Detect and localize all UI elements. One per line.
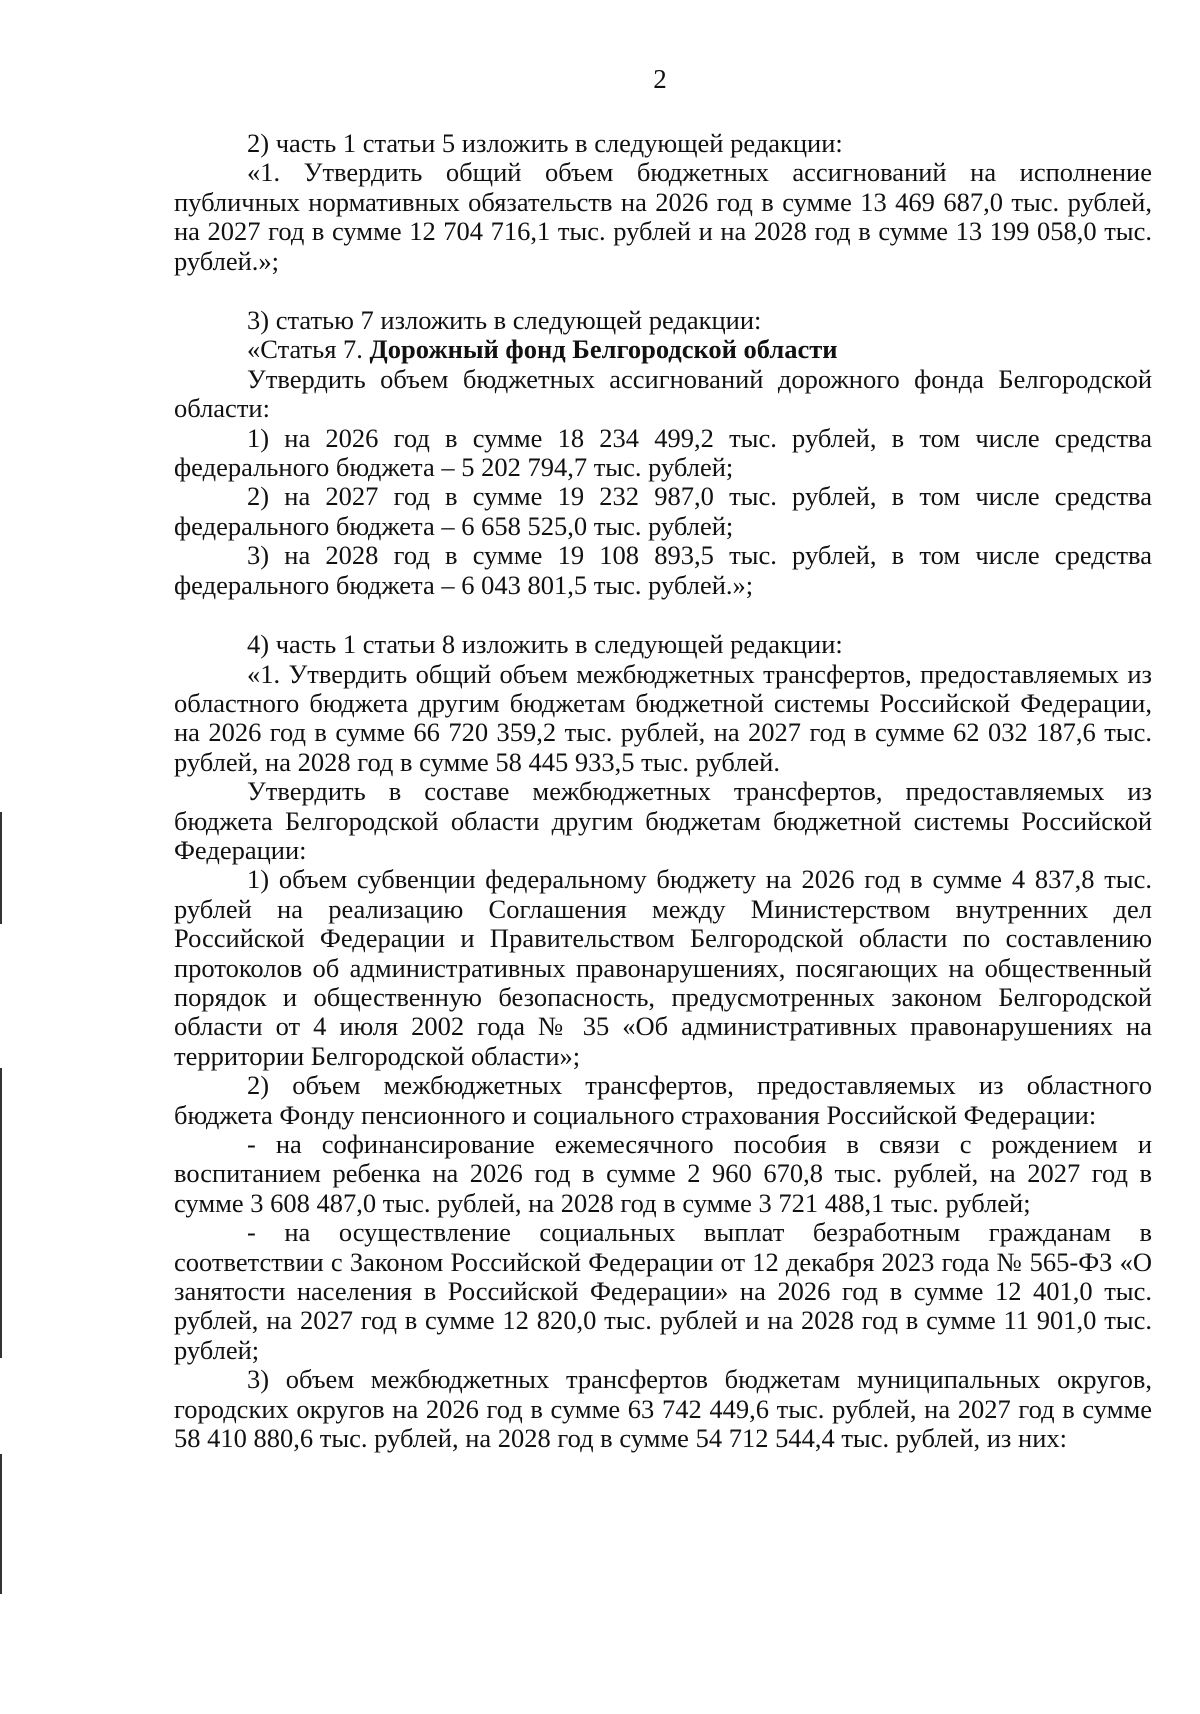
paragraph-municipal-transfers: 3) объем межбюджетных трансфертов бюджетам муниципальных округов, городских округов на 2026 год в сумме 63 742 449,6 тыс. рублей, на 2027 год в сумме 58 410 880,6 тыс. рублей, на 2028 год в сумме 54 712 544,4 тыс. рублей, из них: (174, 1364, 1152, 1454)
paragraph-amend-article-7: 3) статью 7 изложить в следующей редакции: (247, 305, 762, 336)
paragraph-transfers-total: «1. Утвердить общий объем межбюджетных трансфертов, предоставляемых из областного бюджета другим бюджетам бюджетной системы Российской Федерации, на 2026 год в сумме 66 720 359,2 тыс. рублей, на 2027 год в сумме 62 032 187,6 тыс. рублей, на 2028 год в сумме 58 445 933,5 тыс. рублей. (174, 658, 1152, 777)
scan-margin-line (0, 1068, 2, 1358)
article-7-label: «Статья 7. (247, 334, 370, 365)
scan-margin-line (0, 1454, 2, 1594)
paragraph-article-5-text: «1. Утвердить общий объем бюджетных ассигнований на исполнение публичных нормативных обязательств на 2026 год в сумме 13 469 687,0 тыс. рублей, на 2027 год в сумме 12 704 716,1 тыс. рублей и на 2028 год в сумме 13 199 058,0 тыс. рублей.»; (174, 157, 1152, 276)
paragraph-transfers-composition: Утвердить в составе межбюджетных трансфертов, предоставляемых из бюджета Белгородской области другим бюджетам бюджетной системы Российской Федерации: (174, 776, 1152, 865)
paragraph-transfers-pension-fund: 2) объем межбюджетных трансфертов, предоставляемых из областного бюджета Фонду пенсионного и социального страхования Российской Федерации: (174, 1070, 1152, 1130)
paragraph-child-allowance: - на софинансирование ежемесячного пособия в связи с рождением и воспитанием ребенка на 2026 год в сумме 2 960 670,8 тыс. рублей, на 2027 год в сумме 3 608 487,0 тыс. рублей, на 2028 год в сумме 3 721 488,1 тыс. рублей; (174, 1129, 1152, 1218)
paragraph-subvention-federal: 1) объем субвенции федеральному бюджету на 2026 год в сумме 4 837,8 тыс. рублей на реализацию Соглашения между Министерством внутренних дел Российской Федерации и Правительством Белгородской области по составлению протоколов об административных правонарушениях, посягающих на общественный порядок и общественную безопасность, предусмотренных законом Белгородской области от 4 июля 2002 года № 35 «Об административных правонарушениях на территории Белгородской области»; (174, 864, 1152, 1071)
paragraph-road-fund-intro: Утвердить объем бюджетных ассигнований дорожного фонда Белгородской области: (174, 363, 1152, 424)
paragraph-road-fund-2026: 1) на 2026 год в сумме 18 234 499,2 тыс. рублей, в том числе средства федерального бюджета – 5 202 794,7 тыс. рублей; (174, 422, 1152, 483)
paragraph-road-fund-2027: 2) на 2027 год в сумме 19 232 987,0 тыс. рублей, в том числе средства федерального бюджета – 6 658 525,0 тыс. рублей; (174, 481, 1152, 541)
page-number: 2 (653, 64, 667, 94)
paragraph-road-fund-2028: 3) на 2028 год в сумме 19 108 893,5 тыс. рублей, в том числе средства федерального бюджета – 6 043 801,5 тыс. рублей.»; (174, 540, 1152, 600)
paragraph-amend-article-8: 4) часть 1 статьи 8 изложить в следующей редакции: (247, 629, 843, 660)
paragraph-unemployment-payments: - на осуществление социальных выплат безработным гражданам в соответствии с Законом Российской Федерации от 12 декабря 2023 года № 565-ФЗ «О занятости населения в Российской Федерации» на 2026 год в сумме 12 401,0 тыс. рублей, на 2027 год в сумме 12 820,0 тыс. рублей и на 2028 год в сумме 11 901,0 тыс. рублей; (174, 1217, 1152, 1365)
article-7-title: Дорожный фонд Белгородской области (369, 334, 838, 365)
document-body (174, 129, 1152, 1453)
paragraph-amend-article-5: 2) часть 1 статьи 5 изложить в следующей редакции: (247, 128, 843, 158)
scan-margin-line (0, 812, 2, 924)
article-7-heading (174, 335, 1152, 364)
